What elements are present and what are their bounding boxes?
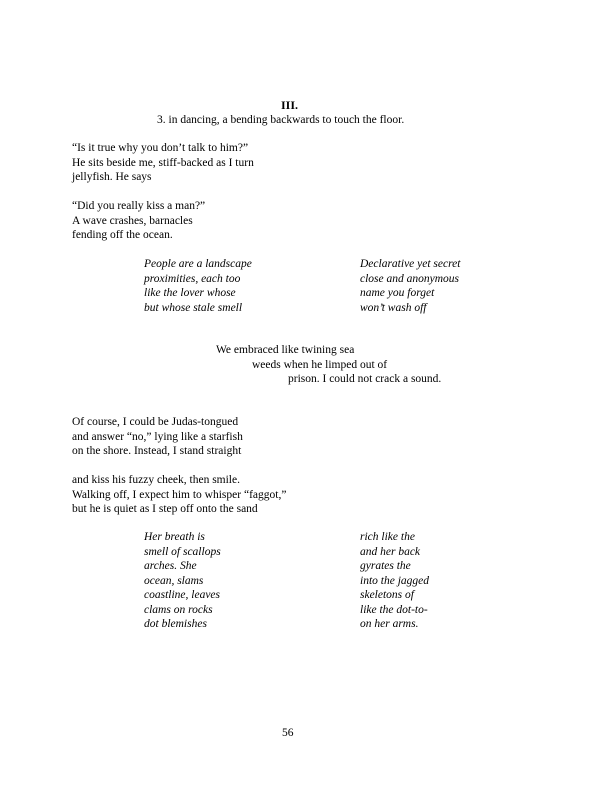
stanza-4	[72, 473, 286, 517]
column-line: and her back	[360, 545, 421, 558]
column-line: into the jagged	[360, 574, 429, 587]
stanza-line: “Is it true why you don’t talk to him?”	[72, 142, 249, 154]
column-line: Her breath is	[144, 531, 205, 543]
column-line: like the dot-to-	[360, 603, 428, 616]
stanza-1	[72, 141, 254, 185]
stanza-line: but he is quiet as I step off onto the sand	[72, 503, 258, 515]
column-line: clams on rocks	[144, 603, 213, 616]
page-number: 56	[282, 727, 294, 739]
column-line: close and anonymous	[360, 272, 460, 285]
column-line: won’t wash off	[360, 301, 427, 314]
stanza-2	[72, 199, 205, 243]
column-line: dot blemishes	[144, 618, 207, 630]
stanza-line: on the shore. Instead, I stand straight	[72, 445, 242, 457]
column-line: skeletons of	[360, 589, 414, 601]
stanza-line: He sits beside me, stiff-backed as I turn	[72, 156, 254, 169]
stanza-line: “Did you really kiss a man?”	[72, 200, 206, 212]
column-right-2	[360, 530, 429, 632]
column-line: ocean, slams	[144, 574, 204, 587]
stepped-line-2: weeds when he limped out of	[252, 359, 388, 371]
column-left-1	[144, 257, 252, 315]
stanza-line: A wave crashes, barnacles	[72, 214, 193, 227]
stanza-line: Of course, I could be Judas-tongued	[72, 416, 239, 428]
section-title: III.	[281, 98, 299, 112]
stepped-line-3: prison. I could not crack a sound.	[288, 373, 442, 385]
stanza-line: and answer “no,” lying like a starfish	[72, 430, 243, 443]
column-line: name you forget	[360, 287, 435, 299]
column-line: smell of scallops	[144, 545, 221, 558]
column-line: proximities, each too	[144, 272, 241, 285]
stanza-line: fending off the ocean.	[72, 229, 173, 241]
column-line: Declarative yet secret	[360, 258, 461, 270]
column-line: coastline, leaves	[144, 589, 221, 601]
stanza-3	[72, 415, 243, 459]
column-line: rich like the	[360, 531, 415, 543]
column-line: like the lover whose	[144, 287, 236, 299]
stepped-line-1: We embraced like twining sea	[216, 344, 355, 356]
stanza-line: and kiss his fuzzy cheek, then smile.	[72, 474, 240, 486]
stanza-line: jellyfish. He says	[72, 171, 152, 183]
column-line: on her arms.	[360, 618, 419, 630]
definition-line: 3. in dancing, a bending backwards to touch the floor.	[157, 114, 405, 126]
column-left-2	[144, 530, 221, 632]
stanza-line: Walking off, I expect him to whisper “faggot,”	[72, 488, 287, 501]
column-line: People are a landscape	[144, 258, 252, 270]
column-line: arches. She	[144, 560, 197, 572]
column-line: but whose stale smell	[144, 301, 243, 314]
column-right-1	[360, 257, 460, 315]
column-line: gyrates the	[360, 560, 411, 572]
